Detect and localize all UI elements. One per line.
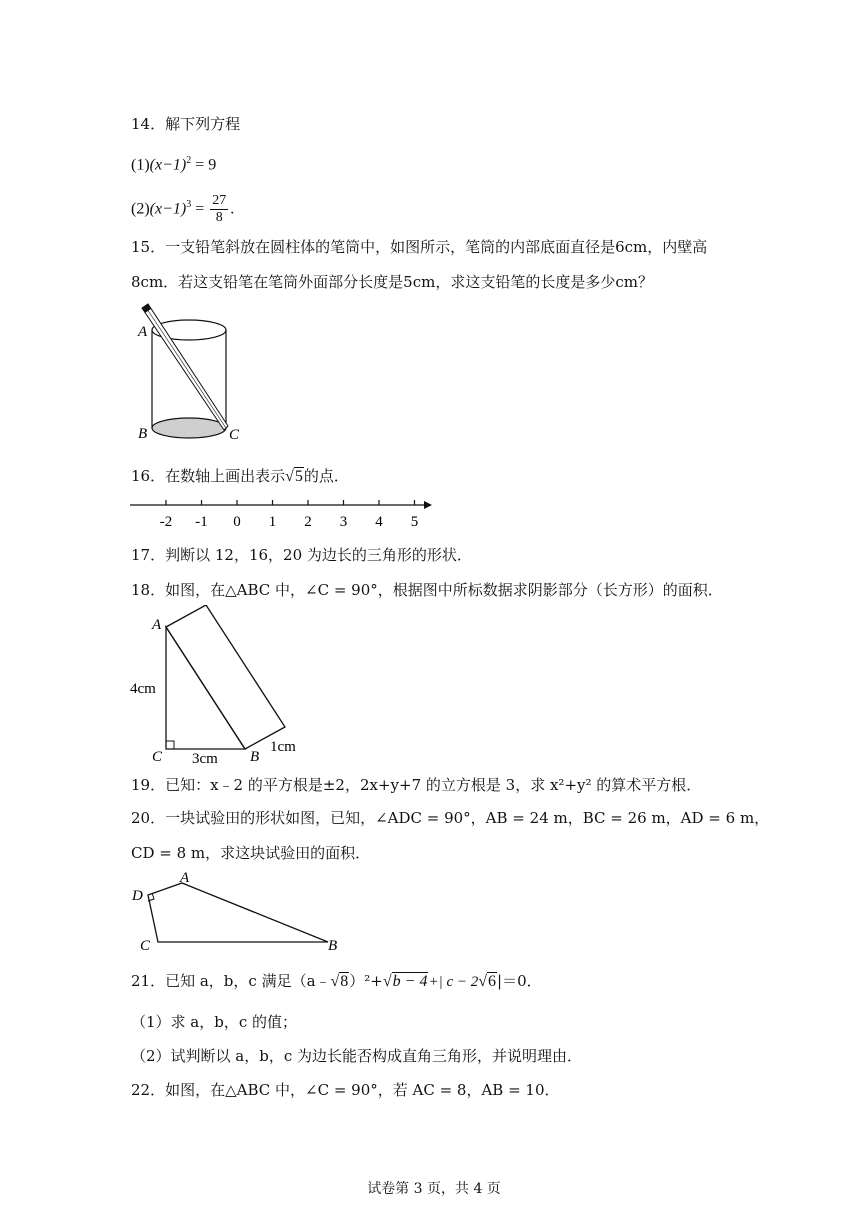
number-line-tick-label: -1 xyxy=(195,514,208,530)
number-line-tick-label: 1 xyxy=(268,514,277,530)
q18-label-C: C xyxy=(152,749,163,765)
q21-part-b: ）²+ xyxy=(349,972,383,990)
q18-text: 18．如图，在△ABC 中，∠C = 90°，根据图中所标数据求阴影部分（长方形）的面积． xyxy=(131,581,723,599)
q20-label-A: A xyxy=(180,870,190,886)
q18-label-A: A xyxy=(152,617,162,633)
page-footer: 试卷第 3 页，共 4 页 xyxy=(367,1181,501,1197)
q18-figure-triangle xyxy=(128,605,308,765)
q20-label-C: C xyxy=(140,938,151,954)
sqrt-icon: √ xyxy=(478,973,488,990)
q21-sqrt-b4: b − 4 xyxy=(392,973,428,990)
number-line-arrow-icon xyxy=(424,501,432,509)
q15-figure-cylinder xyxy=(130,298,260,448)
q14-part2 xyxy=(131,186,234,228)
q16-text-a: 16．在数轴上画出表示 xyxy=(131,467,286,485)
q21-part1: （1）求 a，b，c 的值； xyxy=(131,1013,298,1031)
q21-part-a: 21．已知 a，b，c 满足（a﹣ xyxy=(131,972,331,990)
q14-part1 xyxy=(131,151,216,175)
q16-text-b: 的点． xyxy=(303,467,349,485)
q18-label-cb: 3cm xyxy=(192,751,218,765)
q14-p1-rhs: = 9 xyxy=(195,156,217,174)
q14-p1-label: (1) xyxy=(131,156,150,174)
q14-p2-fraction xyxy=(210,193,228,226)
q15-line1: 15．一支铅笔斜放在圆柱体的笔筒中，如图所示，笔筒的内部底面直径是6cm，内壁高 xyxy=(131,238,708,256)
q18-label-B: B xyxy=(250,749,260,765)
q20-quadrilateral xyxy=(148,883,328,942)
q14-p2-num: 27 xyxy=(212,193,227,209)
number-line-tick-label: 0 xyxy=(233,514,241,530)
q14-p1-expr: (x−1) xyxy=(149,156,187,174)
q15-label-A: A xyxy=(138,324,148,340)
q16-sqrt-symbol: √ xyxy=(285,468,294,485)
sqrt-icon: √ xyxy=(330,973,340,990)
q14-p2-label: (2) xyxy=(131,200,150,218)
q21-part-d: |＝0． xyxy=(497,972,542,990)
number-line-tick-label: 3 xyxy=(339,514,348,530)
q18-label-ac: 4cm xyxy=(130,681,156,697)
number-line-tick-label: -2 xyxy=(159,514,173,530)
q17-text: 17．判断以 12，16，20 为边长的三角形的形状． xyxy=(131,546,472,564)
q21-part-c: +| c − 2 xyxy=(428,974,479,990)
q14-p2-exp: 3 xyxy=(186,199,192,210)
q21-condition xyxy=(131,971,542,992)
q18-label-width: 1cm xyxy=(270,739,296,755)
cylinder-bottom xyxy=(152,418,226,438)
q20-figure-field xyxy=(128,866,348,956)
q15-label-C: C xyxy=(229,427,240,443)
q21-part2: （2）试判断以 a，b，c 为边长能否构成直角三角形，并说明理由． xyxy=(131,1047,583,1065)
q14-p2-expr: (x−1) xyxy=(149,200,187,218)
q15-label-B: B xyxy=(138,426,148,442)
q20-label-D: D xyxy=(132,888,143,904)
q22-text: 22．如图，在△ABC 中，∠C = 90°，若 AC = 8，AB = 10． xyxy=(131,1081,560,1099)
q14-p2-den: 8 xyxy=(215,210,223,226)
right-angle-icon xyxy=(166,741,174,749)
q21-sqrt-8: 8 xyxy=(340,973,349,990)
q20-line1: 20．一块试验田的形状如图，已知，∠ADC = 90°，AB = 24 m，BC = 26 m，AD = 6 m， xyxy=(131,809,770,827)
q18-rectangle xyxy=(166,605,285,749)
q14-p1-exp: 2 xyxy=(186,155,192,166)
q16-text xyxy=(131,466,349,487)
q16-sqrt-value: 5 xyxy=(294,468,303,485)
q21-sqrt-6: 6 xyxy=(488,973,497,990)
q20-line2: CD = 8 m，求这块试验田的面积． xyxy=(131,844,371,862)
number-line-tick-label: 2 xyxy=(304,514,312,530)
sqrt-icon: √ xyxy=(382,973,392,990)
q15-line2: 8cm．若这支铅笔在笔筒外面部分长度是5cm，求这支铅笔的长度是多少cm？ xyxy=(131,273,653,291)
q14-p2-end: . xyxy=(230,200,235,218)
q20-label-B: B xyxy=(328,938,338,954)
q14-p2-eq: = xyxy=(195,200,205,218)
q18-triangle xyxy=(166,627,245,749)
q19-text: 19．已知：x﹣2 的平方根是±2，2x+y+7 的立方根是 3，求 x²+y² 的算术平方根． xyxy=(131,776,702,794)
number-line-tick-label: 4 xyxy=(375,514,383,530)
number-line-tick-label: 5 xyxy=(410,514,419,530)
q16-number-line xyxy=(128,496,434,534)
q14-title: 14．解下列方程 xyxy=(131,115,241,133)
